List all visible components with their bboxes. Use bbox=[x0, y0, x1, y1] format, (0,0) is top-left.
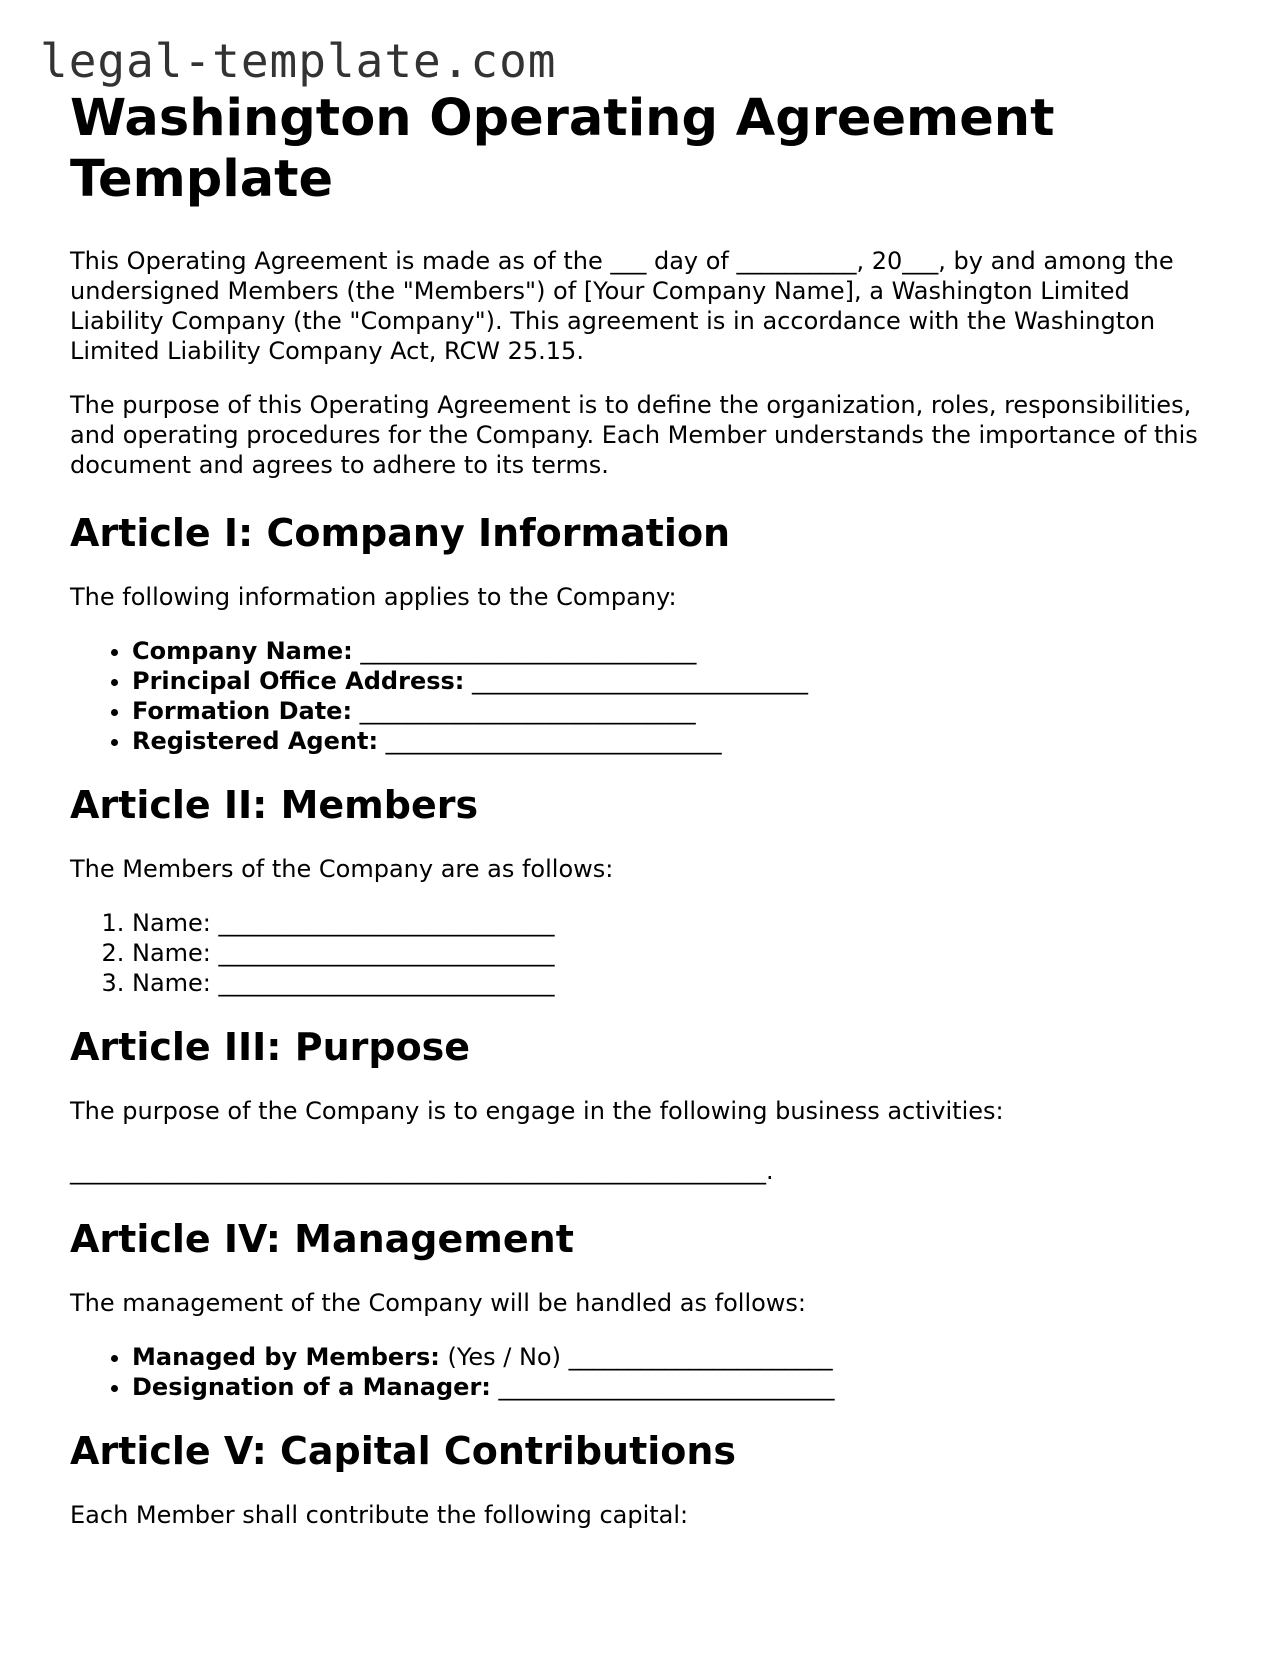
article-1-heading: Article I: Company Information bbox=[70, 511, 731, 555]
field-label: Formation Date: bbox=[132, 697, 353, 725]
field-blank: ____________________________ bbox=[352, 637, 697, 665]
field-blank: (Yes / No) ______________________ bbox=[439, 1343, 833, 1371]
member-item: 3. Name: ____________________________ bbox=[132, 968, 1210, 998]
document-page bbox=[70, 88, 1210, 1554]
field-blank: ____________________________ bbox=[464, 667, 809, 695]
field-blank: ____________________________ bbox=[352, 697, 696, 725]
article-5-lead: Each Member shall contribute the following capital: bbox=[70, 1501, 689, 1529]
company-info-item-registered-agent bbox=[132, 726, 1210, 756]
article-2-lead: The Members of the Company are as follows: bbox=[70, 855, 614, 883]
field-blank: ____________________________ bbox=[378, 727, 722, 755]
intro-paragraph-2: The purpose of this Operating Agreement is to define the organization, roles, responsibilities, and operating procedures for the Company. Each Member understands the importance of this document and agrees to adhere to its terms. bbox=[70, 391, 1198, 479]
article-2-heading: Article II: Members bbox=[70, 783, 479, 827]
company-info-item-principal-office bbox=[132, 666, 1210, 696]
management-item-managed-by-members bbox=[132, 1342, 1210, 1372]
article-4-section bbox=[70, 1216, 1210, 1402]
member-item: 2. Name: ____________________________ bbox=[132, 938, 1210, 968]
field-blank: ____________________________ bbox=[490, 1373, 835, 1401]
article-3-section bbox=[70, 1024, 1210, 1186]
article-5-heading: Article V: Capital Contributions bbox=[70, 1429, 737, 1473]
article-4-lead: The management of the Company will be handled as follows: bbox=[70, 1289, 807, 1317]
purpose-blank-line: __________________________________________________________. bbox=[70, 1157, 774, 1185]
field-label: Registered Agent: bbox=[132, 727, 379, 755]
article-1-section bbox=[70, 510, 1210, 756]
article-3-heading: Article III: Purpose bbox=[70, 1025, 471, 1069]
article-5-section bbox=[70, 1428, 1210, 1530]
management-list bbox=[70, 1342, 1210, 1402]
document-title: Washington Operating Agreement Template bbox=[70, 89, 1055, 209]
article-4-heading: Article IV: Management bbox=[70, 1217, 574, 1261]
field-label: Company Name: bbox=[132, 637, 353, 665]
company-info-item-formation-date bbox=[132, 696, 1210, 726]
management-item-designation-of-manager bbox=[132, 1372, 1210, 1402]
field-label: Designation of a Manager: bbox=[132, 1373, 491, 1401]
article-3-lead: The purpose of the Company is to engage in the following business activities: bbox=[70, 1097, 1004, 1125]
member-item: 1. Name: ____________________________ bbox=[132, 908, 1210, 938]
field-label: Principal Office Address: bbox=[132, 667, 465, 695]
company-info-item-company-name bbox=[132, 636, 1210, 666]
members-list bbox=[70, 908, 1210, 998]
intro-paragraph-1: This Operating Agreement is made as of the ___ day of __________, 20___, by and among the undersigned Members (the "Members") of [Your Company Name], a Washington Limited Liability Company (the "Company"). This agreement is in accordance with the Washington Limited Liability Company Act, RCW 25.15. bbox=[70, 247, 1174, 365]
field-label: Managed by Members: bbox=[132, 1343, 440, 1371]
company-info-list bbox=[70, 636, 1210, 756]
article-1-lead: The following information applies to the Company: bbox=[70, 583, 677, 611]
article-2-section bbox=[70, 782, 1210, 998]
watermark-logo: legal-template.com bbox=[40, 34, 557, 88]
